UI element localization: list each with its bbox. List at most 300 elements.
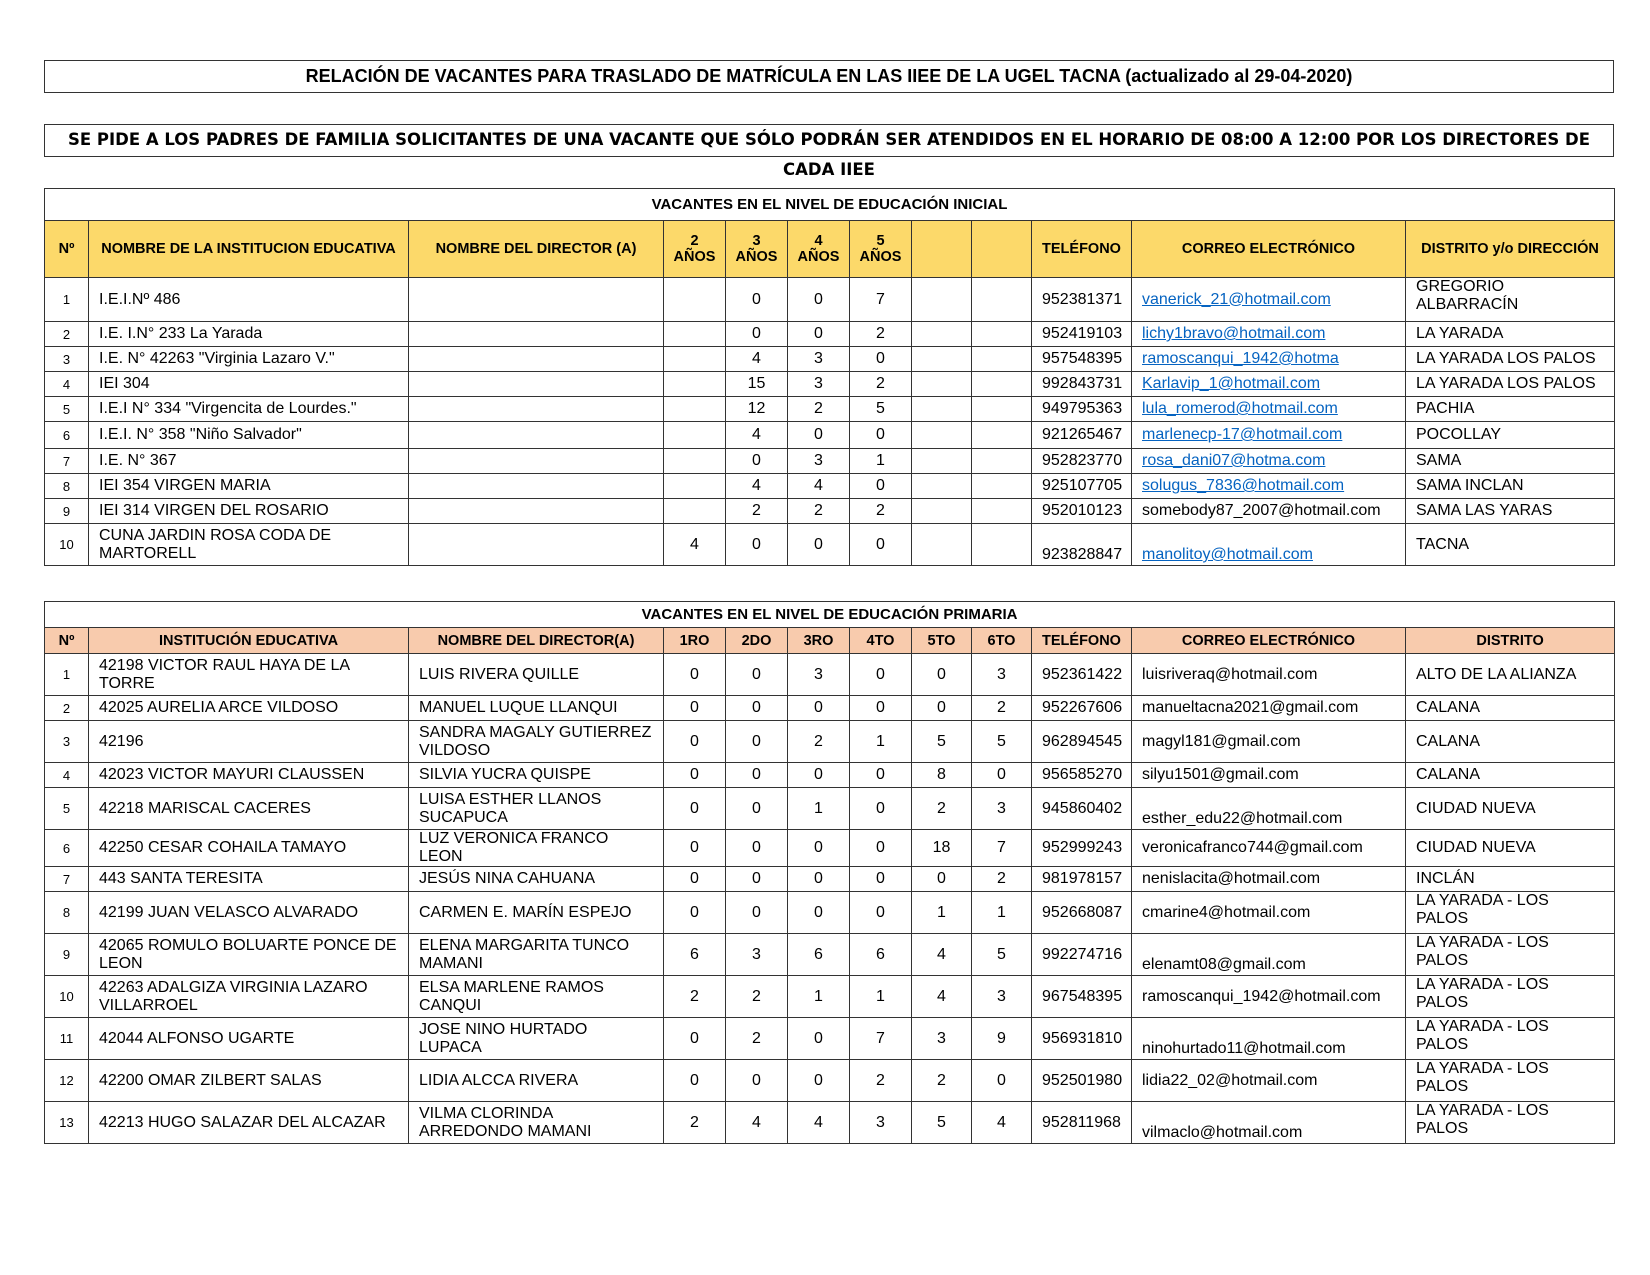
phone: 952668087 (1032, 892, 1132, 934)
table-row (45, 1060, 1615, 1102)
email[interactable] (1132, 278, 1406, 322)
email: esther_edu22@hotmail.com (1132, 788, 1406, 830)
empty-cell (912, 372, 972, 397)
vacancies-age-2 (664, 449, 726, 474)
vacancies-age-5: 0 (850, 524, 912, 566)
vacancies-age-5: 2 (850, 322, 912, 347)
school-name: 42025 AURELIA ARCE VILDOSO (89, 696, 409, 721)
empty-cell (972, 278, 1032, 322)
phone: 962894545 (1032, 721, 1132, 763)
row-number: 7 (45, 449, 89, 474)
vacancies-age-3: 0 (726, 449, 788, 474)
vacancies-age-2 (664, 422, 726, 449)
vacancies-age-3: 4 (726, 474, 788, 499)
vacancies-age-2 (664, 474, 726, 499)
vacancies-age-4: 2 (788, 499, 850, 524)
row-number: 12 (45, 1060, 89, 1102)
vacancies-grade-3: 2 (788, 721, 850, 763)
director-name: CARMEN E. MARÍN ESPEJO (409, 892, 664, 934)
notice-banner: SE PIDE A LOS PADRES DE FAMILIA SOLICITANTES DE UNA VACANTE QUE SÓLO PODRÁN SER ATENDIDOS EN EL HORARIO DE 08:00 A 12:00 POR LOS DIRECTORES DE CADA IIEE (44, 124, 1614, 157)
school-name: I.E. N° 367 (89, 449, 409, 474)
table-row (45, 372, 1615, 397)
vacancies-grade-5: 2 (912, 788, 972, 830)
director-name (409, 278, 664, 322)
row-number: 9 (45, 934, 89, 976)
vacancies-grade-2: 0 (726, 788, 788, 830)
vacancies-grade-2: 0 (726, 721, 788, 763)
table-row (45, 934, 1615, 976)
email-link[interactable]: marlenecp-17@hotmail.com (1142, 426, 1343, 443)
email[interactable] (1132, 322, 1406, 347)
table-row (45, 278, 1615, 322)
vacancies-grade-3: 1 (788, 788, 850, 830)
col-header-district: DISTRITO (1406, 628, 1615, 654)
vacancies-grade-4: 0 (850, 830, 912, 867)
vacancies-grade-6: 5 (972, 934, 1032, 976)
school-name: 42199 JUAN VELASCO ALVARADO (89, 892, 409, 934)
email[interactable] (1132, 449, 1406, 474)
vacancies-grade-6: 1 (972, 892, 1032, 934)
empty-cell (912, 422, 972, 449)
vacancies-age-5: 7 (850, 278, 912, 322)
director-name: VILMA CLORINDA ARREDONDO MAMANI (409, 1102, 664, 1144)
vacancies-age-3: 0 (726, 278, 788, 322)
vacancies-grade-4: 0 (850, 654, 912, 696)
row-number: 5 (45, 788, 89, 830)
director-name (409, 322, 664, 347)
school-name: 42196 (89, 721, 409, 763)
table-row (45, 422, 1615, 449)
school-name: 42263 ADALGIZA VIRGINIA LAZARO VILLARROEL (89, 976, 409, 1018)
primaria-caption: VACANTES EN EL NIVEL DE EDUCACIÓN PRIMARIA (45, 602, 1615, 628)
phone: 952823770 (1032, 449, 1132, 474)
row-number: 8 (45, 892, 89, 934)
vacancies-grade-2: 0 (726, 830, 788, 867)
vacancies-grade-4: 0 (850, 788, 912, 830)
col-header-age-2: 2 AÑOS (664, 221, 726, 278)
director-name (409, 347, 664, 372)
phone: 967548395 (1032, 976, 1132, 1018)
table-row (45, 892, 1615, 934)
district: CALANA (1406, 721, 1615, 763)
table-row (45, 1102, 1615, 1144)
vacancies-age-4: 0 (788, 278, 850, 322)
director-name: JOSE NINO HURTADO LUPACA (409, 1018, 664, 1060)
inicial-table (44, 188, 1615, 566)
col-header-email: CORREO ELECTRÓNICO (1132, 221, 1406, 278)
school-name: 42200 OMAR ZILBERT SALAS (89, 1060, 409, 1102)
vacancies-grade-4: 6 (850, 934, 912, 976)
district: PACHIA (1406, 397, 1615, 422)
district: CIUDAD NUEVA (1406, 788, 1615, 830)
vacancies-grade-5: 0 (912, 867, 972, 892)
director-name (409, 524, 664, 566)
vacancies-age-2 (664, 278, 726, 322)
vacancies-grade-1: 0 (664, 1060, 726, 1102)
vacancies-grade-3: 3 (788, 654, 850, 696)
phone: 952267606 (1032, 696, 1132, 721)
vacancies-grade-3: 6 (788, 934, 850, 976)
director-name: LUZ VERONICA FRANCO LEON (409, 830, 664, 867)
table-row (45, 347, 1615, 372)
vacancies-age-4: 3 (788, 449, 850, 474)
table-row (45, 721, 1615, 763)
vacancies-grade-3: 0 (788, 763, 850, 788)
phone: 923828847 (1032, 524, 1132, 566)
row-number: 2 (45, 696, 89, 721)
director-name (409, 474, 664, 499)
director-name: SILVIA YUCRA QUISPE (409, 763, 664, 788)
empty-cell (912, 278, 972, 322)
vacancies-grade-4: 0 (850, 867, 912, 892)
phone: 981978157 (1032, 867, 1132, 892)
vacancies-age-4: 0 (788, 322, 850, 347)
vacancies-grade-1: 0 (664, 830, 726, 867)
vacancies-age-5: 0 (850, 422, 912, 449)
vacancies-grade-2: 0 (726, 1060, 788, 1102)
col-header-num: Nº (45, 628, 89, 654)
email: lidia22_02@hotmail.com (1132, 1060, 1406, 1102)
phone: 992274716 (1032, 934, 1132, 976)
vacancies-grade-1: 2 (664, 976, 726, 1018)
vacancies-age-4: 3 (788, 372, 850, 397)
school-name: IEI 354 VIRGEN MARIA (89, 474, 409, 499)
vacancies-grade-5: 1 (912, 892, 972, 934)
col-header-grade-2: 2DO (726, 628, 788, 654)
phone: 952381371 (1032, 278, 1132, 322)
vacancies-grade-5: 4 (912, 934, 972, 976)
district: CALANA (1406, 696, 1615, 721)
vacancies-grade-1: 0 (664, 696, 726, 721)
table-row (45, 322, 1615, 347)
empty-cell (972, 499, 1032, 524)
email-link[interactable]: lula_romerod@hotmail.com (1142, 400, 1338, 417)
col-header-blank-2 (972, 221, 1032, 278)
vacancies-grade-2: 2 (726, 1018, 788, 1060)
email-link[interactable]: solugus_7836@hotmail.com (1142, 477, 1345, 494)
vacancies-grade-3: 0 (788, 1060, 850, 1102)
col-header-grade-3: 3RO (788, 628, 850, 654)
director-name (409, 397, 664, 422)
vacancies-grade-2: 0 (726, 763, 788, 788)
email: ramoscanqui_1942@hotmail.com (1132, 976, 1406, 1018)
empty-cell (972, 347, 1032, 372)
empty-cell (972, 322, 1032, 347)
phone: 925107705 (1032, 474, 1132, 499)
col-header-director: NOMBRE DEL DIRECTOR(A) (409, 628, 664, 654)
vacancies-grade-1: 0 (664, 763, 726, 788)
vacancies-grade-3: 0 (788, 867, 850, 892)
email: elenamt08@gmail.com (1132, 934, 1406, 976)
row-number: 6 (45, 830, 89, 867)
email: magyl181@gmail.com (1132, 721, 1406, 763)
empty-cell (912, 347, 972, 372)
table-row (45, 976, 1615, 1018)
col-header-director: NOMBRE DEL DIRECTOR (A) (409, 221, 664, 278)
director-name (409, 499, 664, 524)
school-name: 42065 ROMULO BOLUARTE PONCE DE LEON (89, 934, 409, 976)
vacancies-grade-4: 1 (850, 976, 912, 1018)
director-name (409, 422, 664, 449)
vacancies-age-2 (664, 347, 726, 372)
phone: 952010123 (1032, 499, 1132, 524)
phone: 952999243 (1032, 830, 1132, 867)
district: LA YARADA - LOS PALOS (1406, 1060, 1615, 1102)
vacancies-age-3: 15 (726, 372, 788, 397)
empty-cell (912, 397, 972, 422)
school-name: CUNA JARDIN ROSA CODA DE MARTORELL (89, 524, 409, 566)
empty-cell (972, 372, 1032, 397)
vacancies-grade-4: 0 (850, 696, 912, 721)
email[interactable] (1132, 372, 1406, 397)
table-row (45, 867, 1615, 892)
col-header-grade-1: 1RO (664, 628, 726, 654)
table-row (45, 830, 1615, 867)
district: LA YARADA - LOS PALOS (1406, 934, 1615, 976)
vacancies-age-5: 2 (850, 499, 912, 524)
empty-cell (912, 322, 972, 347)
phone: 957548395 (1032, 347, 1132, 372)
district: SAMA LAS YARAS (1406, 499, 1615, 524)
row-number: 4 (45, 763, 89, 788)
vacancies-age-3: 0 (726, 322, 788, 347)
table-row (45, 1018, 1615, 1060)
row-number: 10 (45, 524, 89, 566)
vacancies-grade-4: 1 (850, 721, 912, 763)
director-name: LUIS RIVERA QUILLE (409, 654, 664, 696)
email-link[interactable]: ramoscanqui_1942@hotma (1142, 350, 1339, 367)
vacancies-grade-6: 3 (972, 788, 1032, 830)
vacancies-grade-5: 5 (912, 1102, 972, 1144)
row-number: 5 (45, 397, 89, 422)
col-header-grade-4: 4TO (850, 628, 912, 654)
vacancies-grade-5: 0 (912, 696, 972, 721)
director-name: JESÚS NINA CAHUANA (409, 867, 664, 892)
district: ALTO DE LA ALIANZA (1406, 654, 1615, 696)
director-name: SANDRA MAGALY GUTIERREZ VILDOSO (409, 721, 664, 763)
vacancies-age-4: 3 (788, 347, 850, 372)
vacancies-age-5: 5 (850, 397, 912, 422)
col-header-school: INSTITUCIÓN EDUCATIVA (89, 628, 409, 654)
vacancies-age-4: 0 (788, 422, 850, 449)
inicial-rows (45, 278, 1615, 566)
col-header-age-4: 4 AÑOS (788, 221, 850, 278)
email-link[interactable]: rosa_dani07@hotma.com (1142, 452, 1326, 469)
col-header-phone: TELÉFONO (1032, 221, 1132, 278)
vacancies-grade-6: 3 (972, 976, 1032, 1018)
vacancies-age-2 (664, 499, 726, 524)
vacancies-grade-3: 1 (788, 976, 850, 1018)
district: LA YARADA - LOS PALOS (1406, 976, 1615, 1018)
vacancies-grade-5: 4 (912, 976, 972, 1018)
col-header-district: DISTRITO y/o DIRECCIÓN (1406, 221, 1615, 278)
empty-cell (912, 524, 972, 566)
col-header-email: CORREO ELECTRÓNICO (1132, 628, 1406, 654)
vacancies-age-2 (664, 372, 726, 397)
email: manueltacna2021@gmail.com (1132, 696, 1406, 721)
vacancies-grade-6: 9 (972, 1018, 1032, 1060)
vacancies-grade-1: 6 (664, 934, 726, 976)
col-header-phone: TELÉFONO (1032, 628, 1132, 654)
vacancies-grade-2: 2 (726, 976, 788, 1018)
email[interactable] (1132, 347, 1406, 372)
vacancies-grade-6: 2 (972, 867, 1032, 892)
email: ninohurtado11@hotmail.com (1132, 1018, 1406, 1060)
district: CIUDAD NUEVA (1406, 830, 1615, 867)
district: POCOLLAY (1406, 422, 1615, 449)
vacancies-age-4: 0 (788, 524, 850, 566)
school-name: IEI 304 (89, 372, 409, 397)
row-number: 13 (45, 1102, 89, 1144)
row-number: 2 (45, 322, 89, 347)
school-name: I.E. I.N° 233 La Yarada (89, 322, 409, 347)
vacancies-grade-1: 0 (664, 867, 726, 892)
empty-cell (972, 397, 1032, 422)
empty-cell (972, 422, 1032, 449)
email-link[interactable]: lichy1bravo@hotmail.com (1142, 325, 1326, 342)
email[interactable] (1132, 474, 1406, 499)
phone: 952361422 (1032, 654, 1132, 696)
row-number: 8 (45, 474, 89, 499)
email: cmarine4@hotmail.com (1132, 892, 1406, 934)
vacancies-age-5: 2 (850, 372, 912, 397)
district: LA YARADA LOS PALOS (1406, 347, 1615, 372)
school-name: 443 SANTA TERESITA (89, 867, 409, 892)
phone: 952501980 (1032, 1060, 1132, 1102)
vacancies-grade-6: 7 (972, 830, 1032, 867)
inicial-caption: VACANTES EN EL NIVEL DE EDUCACIÓN INICIAL (45, 189, 1615, 221)
director-name (409, 372, 664, 397)
col-header-grade-6: 6TO (972, 628, 1032, 654)
vacancies-age-5: 0 (850, 347, 912, 372)
vacancies-age-3: 4 (726, 422, 788, 449)
row-number: 1 (45, 654, 89, 696)
email: luisriveraq@hotmail.com (1132, 654, 1406, 696)
vacancies-grade-2: 3 (726, 934, 788, 976)
vacancies-age-3: 0 (726, 524, 788, 566)
vacancies-grade-3: 0 (788, 1018, 850, 1060)
school-name: I.E.I. N° 358 "Niño Salvador" (89, 422, 409, 449)
email: veronicafranco744@gmail.com (1132, 830, 1406, 867)
school-name: IEI 314 VIRGEN DEL ROSARIO (89, 499, 409, 524)
district: TACNA (1406, 524, 1615, 566)
table-row (45, 474, 1615, 499)
empty-cell (972, 524, 1032, 566)
vacancies-grade-3: 4 (788, 1102, 850, 1144)
vacancies-grade-4: 0 (850, 892, 912, 934)
vacancies-grade-6: 0 (972, 1060, 1032, 1102)
director-name: ELSA MARLENE RAMOS CANQUI (409, 976, 664, 1018)
director-name: LUISA ESTHER LLANOS SUCAPUCA (409, 788, 664, 830)
district: SAMA (1406, 449, 1615, 474)
district: LA YARADA (1406, 322, 1615, 347)
vacancies-grade-4: 0 (850, 763, 912, 788)
col-header-blank-1 (912, 221, 972, 278)
empty-cell (972, 449, 1032, 474)
vacancies-grade-3: 0 (788, 696, 850, 721)
email-link[interactable]: manolitoy@hotmail.com (1142, 546, 1313, 563)
email[interactable] (1132, 397, 1406, 422)
vacancies-age-3: 12 (726, 397, 788, 422)
email-link[interactable]: Karlavip_1@hotmail.com (1142, 375, 1321, 392)
email-link[interactable]: vanerick_21@hotmail.com (1142, 290, 1331, 308)
phone: 956585270 (1032, 763, 1132, 788)
row-number: 3 (45, 347, 89, 372)
school-name: 42198 VICTOR RAUL HAYA DE LA TORRE (89, 654, 409, 696)
phone: 956931810 (1032, 1018, 1132, 1060)
district: SAMA INCLAN (1406, 474, 1615, 499)
email[interactable] (1132, 524, 1406, 566)
vacancies-grade-5: 8 (912, 763, 972, 788)
vacancies-grade-1: 2 (664, 1102, 726, 1144)
email: vilmaclo@hotmail.com (1132, 1102, 1406, 1144)
vacancies-grade-5: 0 (912, 654, 972, 696)
email[interactable] (1132, 422, 1406, 449)
school-name: I.E.I.Nº 486 (89, 278, 409, 322)
district: INCLÁN (1406, 867, 1615, 892)
vacancies-age-3: 2 (726, 499, 788, 524)
vacancies-grade-3: 0 (788, 892, 850, 934)
table-row (45, 763, 1615, 788)
school-name: I.E.I N° 334 "Virgencita de Lourdes." (89, 397, 409, 422)
vacancies-age-4: 4 (788, 474, 850, 499)
vacancies-grade-6: 5 (972, 721, 1032, 763)
vacancies-grade-4: 3 (850, 1102, 912, 1144)
school-name: 42044 ALFONSO UGARTE (89, 1018, 409, 1060)
empty-cell (972, 474, 1032, 499)
vacancies-grade-3: 0 (788, 830, 850, 867)
col-header-age-3: 3 AÑOS (726, 221, 788, 278)
vacancies-grade-2: 4 (726, 1102, 788, 1144)
row-number: 9 (45, 499, 89, 524)
row-number: 10 (45, 976, 89, 1018)
email: somebody87_2007@hotmail.com (1132, 499, 1406, 524)
row-number: 11 (45, 1018, 89, 1060)
district: CALANA (1406, 763, 1615, 788)
empty-cell (912, 449, 972, 474)
table-row (45, 449, 1615, 474)
vacancies-grade-5: 5 (912, 721, 972, 763)
phone: 952419103 (1032, 322, 1132, 347)
col-header-age-5: 5 AÑOS (850, 221, 912, 278)
vacancies-age-5: 0 (850, 474, 912, 499)
table-row (45, 499, 1615, 524)
vacancies-grade-1: 0 (664, 892, 726, 934)
vacancies-grade-4: 7 (850, 1018, 912, 1060)
vacancies-grade-2: 0 (726, 867, 788, 892)
vacancies-grade-5: 2 (912, 1060, 972, 1102)
school-name: 42250 CESAR COHAILA TAMAYO (89, 830, 409, 867)
vacancies-grade-2: 0 (726, 654, 788, 696)
vacancies-grade-2: 0 (726, 696, 788, 721)
vacancies-grade-1: 0 (664, 1018, 726, 1060)
phone: 992843731 (1032, 372, 1132, 397)
vacancies-grade-6: 4 (972, 1102, 1032, 1144)
district: GREGORIO ALBARRACÍN (1406, 278, 1615, 322)
vacancies-age-2: 4 (664, 524, 726, 566)
phone: 921265467 (1032, 422, 1132, 449)
school-name: I.E. N° 42263 "Virginia Lazaro V." (89, 347, 409, 372)
director-name: ELENA MARGARITA TUNCO MAMANI (409, 934, 664, 976)
school-name: 42023 VICTOR MAYURI CLAUSSEN (89, 763, 409, 788)
district: LA YARADA - LOS PALOS (1406, 1102, 1615, 1144)
vacancies-grade-6: 2 (972, 696, 1032, 721)
director-name: LIDIA ALCCA RIVERA (409, 1060, 664, 1102)
table-row (45, 696, 1615, 721)
page-title: RELACIÓN DE VACANTES PARA TRASLADO DE MATRÍCULA EN LAS IIEE DE LA UGEL TACNA (actualizado al 29-04-2020) (44, 60, 1614, 93)
email: nenislacita@hotmail.com (1132, 867, 1406, 892)
vacancies-grade-1: 0 (664, 788, 726, 830)
